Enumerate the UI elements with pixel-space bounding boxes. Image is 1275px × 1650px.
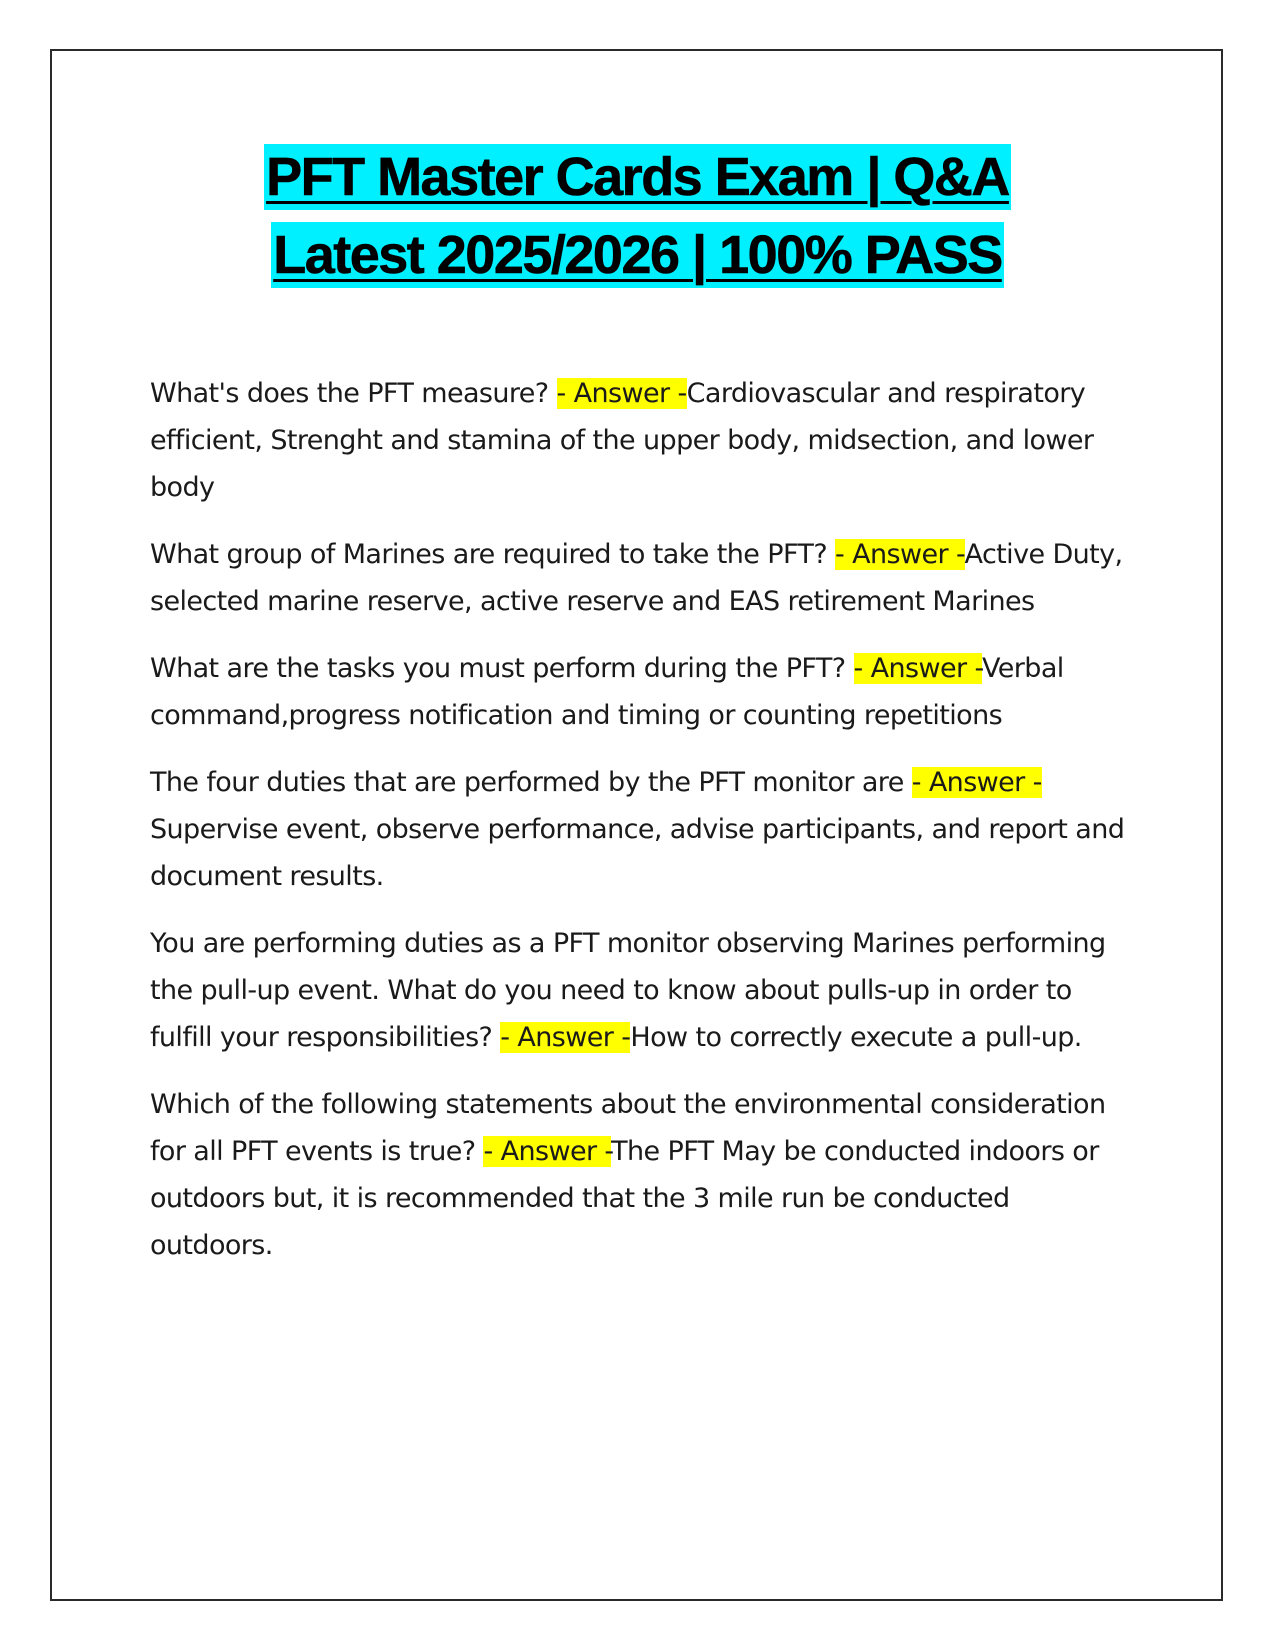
answer-text: Supervise event, observe performance, advise participants, and report and document results.: [150, 814, 1125, 892]
answer-marker: - Answer -: [556, 378, 687, 409]
qa-item: [150, 531, 1135, 625]
document-title: [0, 144, 1275, 300]
answer-text: How to correctly execute a pull-up.: [630, 1022, 1082, 1053]
answer-text: Verbal command,progress notification and timing or counting repetitions: [150, 653, 1064, 731]
answer-marker: - Answer -: [911, 767, 1042, 798]
qa-item: [150, 370, 1135, 511]
answer-text: Cardiovascular and respiratory efficient, Strenght and stamina of the upper body, midsection, and lower body: [150, 378, 1094, 503]
qa-item: [150, 920, 1135, 1061]
question-text: What are the tasks you must perform during the PFT?: [150, 653, 854, 684]
answer-text: The PFT May be conducted indoors or outdoors but, it is recommended that the 3 mile run be conducted outdoors.: [150, 1136, 1099, 1261]
qa-list: [150, 370, 1135, 1289]
answer-text: Active Duty, selected marine reserve, active reserve and EAS retirement Marines: [150, 539, 1123, 617]
question-text: What group of Marines are required to take the PFT?: [150, 539, 836, 570]
answer-marker: - Answer -: [853, 653, 983, 684]
question-text: What's does the PFT measure?: [150, 378, 557, 409]
qa-item: [150, 1081, 1135, 1269]
answer-marker: - Answer -: [835, 539, 965, 570]
answer-marker: - Answer -: [483, 1136, 612, 1167]
title-line-1: PFT Master Cards Exam | Q&A: [264, 144, 1011, 210]
qa-item: [150, 645, 1135, 739]
question-text: The four duties that are performed by the PFT monitor are: [150, 767, 912, 798]
title-line-2: Latest 2025/2026 | 100% PASS: [271, 222, 1004, 288]
question-text: Which of the following statements about the environmental consideration for all PFT events is true?: [150, 1089, 1106, 1167]
qa-item: [150, 759, 1135, 900]
answer-marker: - Answer -: [500, 1022, 631, 1053]
question-text: You are performing duties as a PFT monitor observing Marines performing the pull-up event. What do you need to know about pulls-up in order to fulfill your responsibilities?: [150, 928, 1106, 1053]
